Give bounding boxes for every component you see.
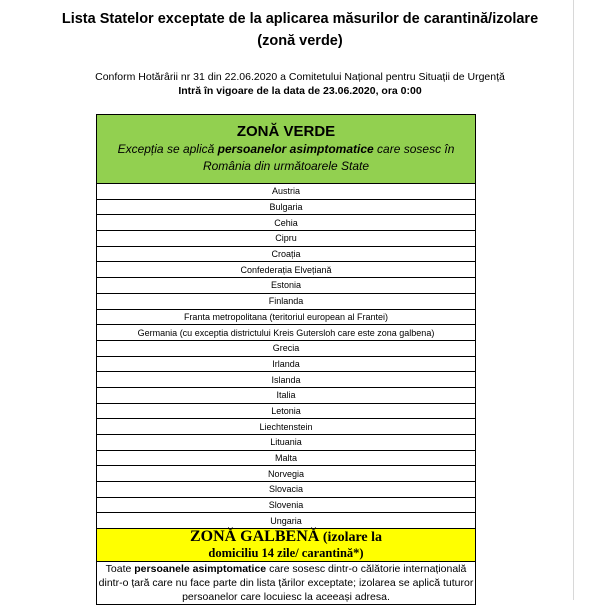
country-cell: Bulgaria xyxy=(97,199,476,215)
country-cell: Slovacia xyxy=(97,482,476,498)
country-row xyxy=(97,199,476,215)
country-cell: Liechtenstein xyxy=(97,419,476,435)
country-row xyxy=(97,513,476,529)
country-row xyxy=(97,231,476,247)
yellow-zone-header xyxy=(97,529,476,562)
yellow-zone-subtitle: domiciliu 14 zile/ carantină*) xyxy=(208,546,364,561)
document-header xyxy=(0,0,600,98)
green-zone-header xyxy=(97,115,476,184)
document-subtitle: (zonă verde) xyxy=(257,33,343,49)
country-cell: Islanda xyxy=(97,372,476,388)
country-cell: Finlanda xyxy=(97,293,476,309)
decree-reference: Conform Hotărârii nr 31 din 22.06.2020 a Comitetului Național pentru Situații de Urgență xyxy=(95,71,505,83)
country-row xyxy=(97,340,476,356)
country-cell: Croația xyxy=(97,246,476,262)
country-cell: Malta xyxy=(97,450,476,466)
country-cell: Lituania xyxy=(97,435,476,451)
page-edge-rule xyxy=(573,0,574,600)
yellow-zone-note-row xyxy=(97,562,476,605)
country-row xyxy=(97,293,476,309)
country-cell: Letonia xyxy=(97,403,476,419)
country-row xyxy=(97,356,476,372)
note-bold: persoanele asimptomatice xyxy=(134,563,267,576)
country-row xyxy=(97,387,476,403)
green-zone-header-row xyxy=(97,115,476,184)
country-cell: Italia xyxy=(97,387,476,403)
country-row xyxy=(97,246,476,262)
yellow-zone-title: ZONĂ GALBENĂ xyxy=(189,528,320,546)
country-cell: Confederația Elvețiană xyxy=(97,262,476,278)
country-row xyxy=(97,482,476,498)
country-cell: Irlanda xyxy=(97,356,476,372)
country-cell: Franta metropolitana (teritoriul european al Frantei) xyxy=(97,309,476,325)
country-cell: Norvegia xyxy=(97,466,476,482)
green-zone-description-line2: România din următoarele State xyxy=(202,159,370,173)
country-cell: Estonia xyxy=(97,278,476,294)
country-row xyxy=(97,325,476,341)
green-desc-pre: Excepția se aplică xyxy=(117,142,218,156)
note-post: care sosesc dintr-o călătorie internațională dintr-o țară care nu face parte din lista țărilor exceptate; izolarea se aplică tuturor persoanelor care locuiesc la aceeași adresa. xyxy=(98,563,474,604)
country-cell: Germania (cu exceptia districtului Kreis Gutersloh care este zona galbena) xyxy=(97,325,476,341)
country-row xyxy=(97,309,476,325)
yellow-zone-note xyxy=(97,562,476,605)
green-desc-post: care sosesc în xyxy=(373,142,455,156)
country-row xyxy=(97,403,476,419)
country-row xyxy=(97,466,476,482)
country-row xyxy=(97,419,476,435)
country-cell: Ungaria xyxy=(97,513,476,529)
country-cell: Cipru xyxy=(97,231,476,247)
green-desc-bold: persoanelor asimptomatice xyxy=(217,142,374,156)
country-row xyxy=(97,450,476,466)
effective-date: Intră în vigoare de la data de 23.06.2020, ora 0:00 xyxy=(178,85,422,97)
document-title: Lista Statelor exceptate de la aplicarea măsurilor de carantină/izolare xyxy=(61,11,539,27)
country-row xyxy=(97,278,476,294)
yellow-zone-header-row xyxy=(97,529,476,562)
green-zone-title: ZONĂ VERDE xyxy=(236,123,336,140)
country-row xyxy=(97,497,476,513)
country-row xyxy=(97,184,476,200)
country-cell: Cehia xyxy=(97,215,476,231)
country-row xyxy=(97,435,476,451)
states-table xyxy=(96,114,476,605)
country-row xyxy=(97,215,476,231)
note-pre: Toate xyxy=(105,563,135,576)
green-zone-description xyxy=(97,141,475,158)
country-row xyxy=(97,372,476,388)
yellow-zone-title-line xyxy=(97,529,475,546)
yellow-zone-title-suffix: (izolare la xyxy=(319,530,383,546)
country-cell: Slovenia xyxy=(97,497,476,513)
country-row xyxy=(97,262,476,278)
country-cell: Grecia xyxy=(97,340,476,356)
country-cell: Austria xyxy=(97,184,476,200)
